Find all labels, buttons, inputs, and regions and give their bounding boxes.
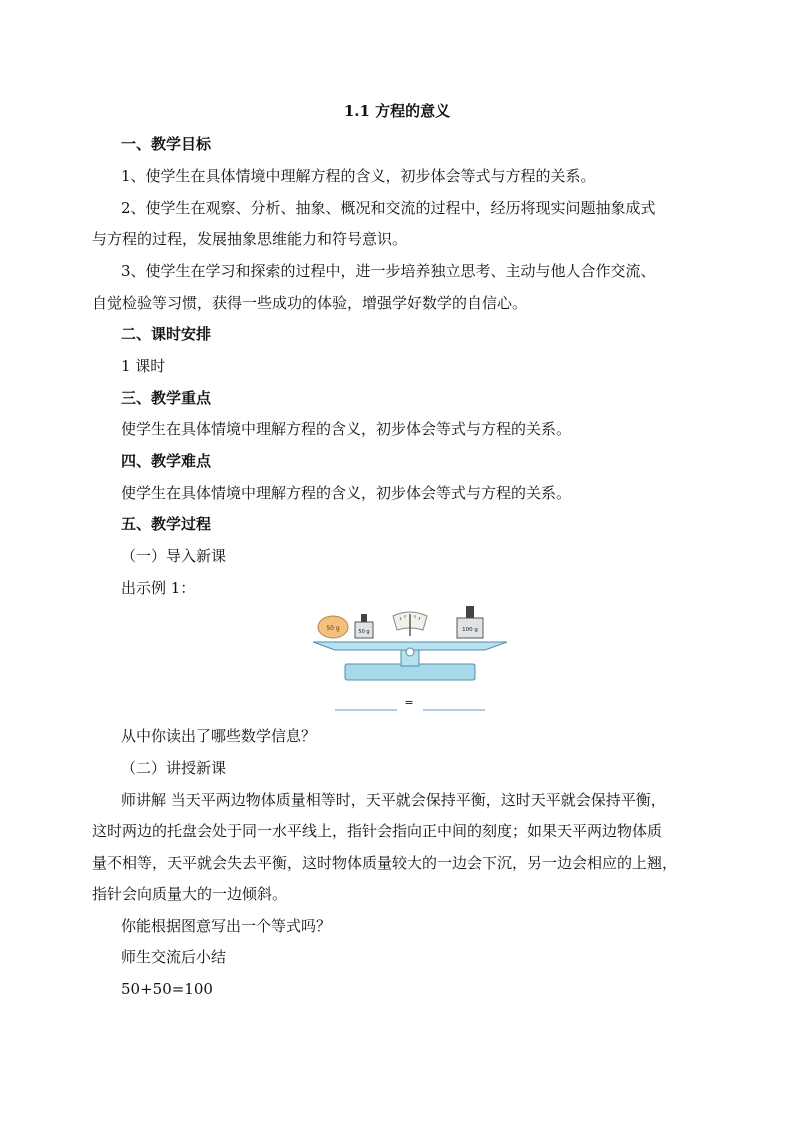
goal-1: 1、使学生在具体情境中理解方程的含义，初步体会等式与方程的关系。 bbox=[121, 167, 596, 185]
summary-label: 师生交流后小结 bbox=[121, 948, 227, 966]
weight-left-handle bbox=[361, 614, 367, 622]
heading-difficulties: 四、教学难点 bbox=[121, 452, 212, 470]
key-points-body: 使学生在具体情境中理解方程的含义，初步体会等式与方程的关系。 bbox=[121, 420, 572, 438]
page-title: 1.1 方程的意义 bbox=[343, 102, 451, 120]
subheading-intro: （一）导入新课 bbox=[121, 547, 227, 565]
equals-sign: = bbox=[404, 696, 414, 709]
example-label: 出示例 1： bbox=[121, 579, 196, 597]
question-math-info: 从中你读出了哪些数学信息？ bbox=[121, 727, 317, 745]
balance-scale-figure bbox=[305, 602, 515, 714]
heading-schedule: 二、课时安排 bbox=[121, 325, 212, 343]
heading-process: 五、教学过程 bbox=[121, 515, 212, 533]
goal-3-line-1: 3、使学生在学习和探索的过程中，进一步培养独立思考、主动与他人合作交流、 bbox=[121, 262, 656, 280]
weight-right-handle bbox=[466, 606, 474, 618]
lecture-line-2: 这时两边的托盘会处于同一水平线上，指针会指向正中间的刻度；如果天平两边物体质 bbox=[92, 822, 663, 840]
weight-left-label: 50 g bbox=[358, 629, 370, 635]
heading-key-points: 三、教学重点 bbox=[121, 389, 212, 407]
lecture-line-4: 指针会向质量大的一边倾斜。 bbox=[92, 885, 288, 903]
lecture-line-3: 量不相等，天平就会失去平衡，这时物体质量较大的一边会下沉，另一边会相应的上翘， bbox=[92, 854, 678, 872]
schedule-body: 1 课时 bbox=[121, 357, 166, 375]
difficulties-body: 使学生在具体情境中理解方程的含义，初步体会等式与方程的关系。 bbox=[121, 484, 572, 502]
goal-2-line-2: 与方程的过程，发展抽象思维能力和符号意识。 bbox=[92, 230, 408, 248]
equation: 50+50=100 bbox=[121, 980, 213, 998]
heading-teaching-goals: 一、教学目标 bbox=[121, 135, 212, 153]
lecture-line-1: 师讲解 当天平两边物体质量相等时，天平就会保持平衡，这时天平就会保持平衡， bbox=[121, 791, 666, 809]
subheading-new-lesson: （二）讲授新课 bbox=[121, 759, 227, 777]
egg-label: 50 g bbox=[326, 625, 340, 632]
scale-pivot bbox=[406, 648, 414, 656]
question-equation: 你能根据图意写出一个等式吗？ bbox=[121, 917, 332, 935]
weight-right-label: 100 g bbox=[462, 627, 478, 633]
goal-3-line-2: 自觉检验等习惯，获得一些成功的体验，增强学好数学的自信心。 bbox=[92, 294, 528, 312]
goal-2-line-1: 2、使学生在观察、分析、抽象、概况和交流的过程中，经历将现实问题抽象成式 bbox=[121, 199, 656, 217]
